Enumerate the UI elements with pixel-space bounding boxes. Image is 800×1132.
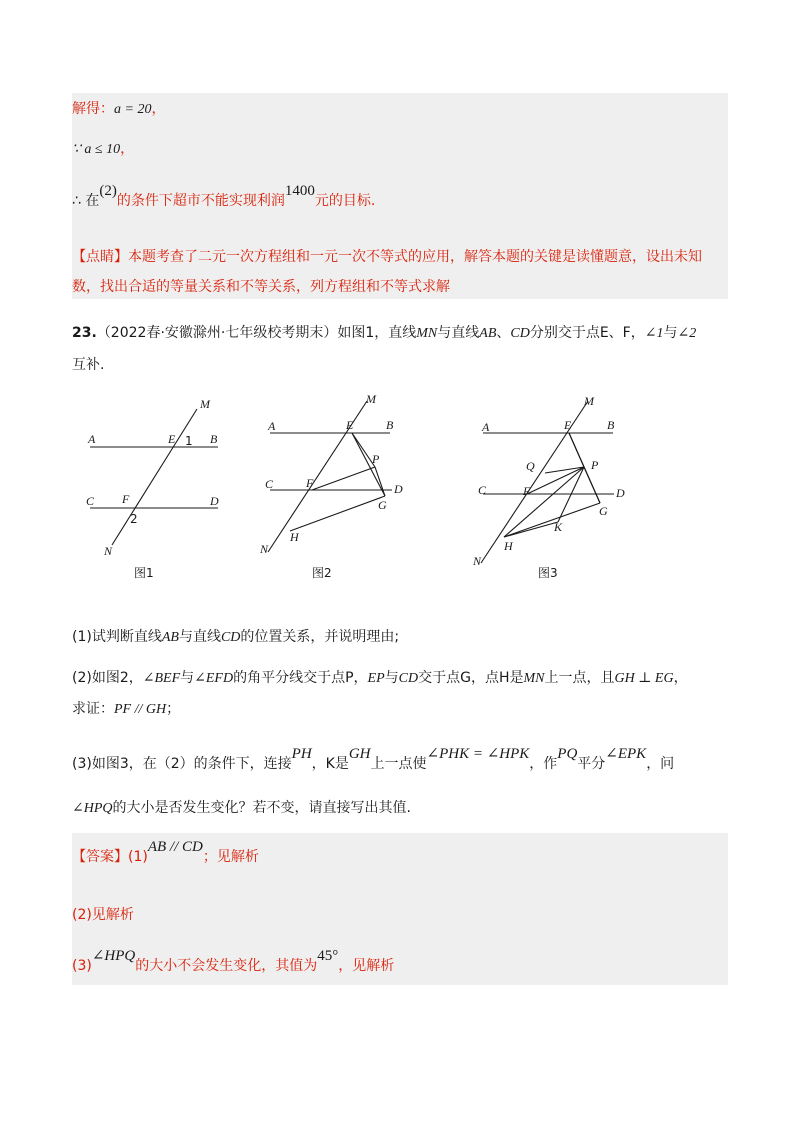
math: PQ — [557, 746, 578, 762]
svg-text:A: A — [482, 420, 490, 434]
svg-text:M: M — [584, 394, 594, 408]
punct: ， — [120, 141, 135, 157]
comment-text: 本题考查了二元一次方程组和一元一次不等式的应用，解答本题的关键是读懂题意，设出未知 — [128, 249, 702, 265]
svg-text:G: G — [599, 504, 608, 518]
math: AB // CD — [147, 839, 203, 855]
math: GH — [348, 746, 371, 762]
solution-line-2 — [72, 138, 134, 158]
condition-ref: (2) — [99, 183, 117, 199]
math: ∠EPK — [605, 746, 647, 762]
part-text: 的位置关系，并说明理由; — [240, 629, 400, 645]
part-3-cont — [72, 797, 411, 817]
math: ∠HPQ — [91, 948, 136, 964]
svg-text:E: E — [564, 418, 572, 432]
svg-text:1: 1 — [185, 434, 193, 448]
figure-3 — [472, 394, 625, 580]
stem-text: 、 — [496, 325, 511, 341]
svg-text:F: F — [122, 492, 130, 506]
stem-text: 分别交于点E、F， — [529, 325, 645, 341]
comment-text: 数，找出合适的等量关系和不等关系，列方程组和不等式求解 — [72, 279, 450, 295]
svg-text:D: D — [394, 482, 403, 496]
equation: a = 20 — [114, 102, 152, 117]
svg-text:P: P — [372, 452, 380, 466]
comment-line-2 — [72, 276, 450, 296]
svg-text:M: M — [366, 392, 376, 406]
svg-text:Q: Q — [526, 459, 535, 473]
part-text: 上一点使 — [370, 756, 427, 772]
part-3 — [72, 746, 675, 773]
therefore-text: ∴ 在 — [72, 193, 100, 209]
svg-text:C: C — [86, 494, 95, 508]
comment-label: 【点睛】 — [72, 249, 128, 265]
part-text: (1)试判断直线 — [72, 629, 162, 645]
question-source: （2022春·安徽滁州·七年级校考期末） — [96, 325, 338, 341]
part-text: 与直线 — [178, 629, 221, 645]
svg-text:2: 2 — [130, 512, 138, 526]
part-text: (2)如图2， — [72, 670, 143, 686]
profit-value: 1400 — [284, 183, 315, 199]
math: ∠EFD — [194, 671, 234, 686]
part-text: 的角平分线交于点P， — [233, 670, 368, 686]
fig1-caption: 图1 — [134, 566, 154, 580]
part-2 — [72, 667, 688, 687]
solution-line-3 — [72, 183, 376, 210]
svg-text:D: D — [616, 486, 625, 500]
part-text: 交于点G，点H是 — [418, 670, 524, 686]
svg-text:A: A — [268, 419, 276, 433]
svg-text:F: F — [306, 476, 314, 490]
math: CD — [510, 326, 530, 341]
conclusion-end: 元的目标. — [314, 193, 376, 209]
answer-text: ，见解析 — [338, 958, 395, 974]
answer-2 — [72, 904, 134, 924]
math: AB — [479, 326, 497, 341]
svg-text:M: M — [200, 397, 210, 411]
svg-text:K: K — [554, 520, 563, 534]
question-stem-cont — [72, 354, 104, 374]
math: MN — [416, 326, 438, 341]
angle-value: 45° — [317, 948, 339, 964]
part-text: 与 — [384, 670, 399, 686]
figures — [72, 385, 672, 590]
question-stem — [72, 322, 696, 342]
math: EP — [367, 671, 385, 686]
math: AB — [161, 630, 179, 645]
svg-text:G: G — [378, 498, 387, 512]
svg-text:B: B — [210, 432, 218, 446]
svg-text:B: B — [386, 418, 394, 432]
svg-text:A: A — [88, 432, 96, 446]
svg-text:C: C — [478, 483, 487, 497]
stem-text: 如图1，直线 — [337, 325, 417, 341]
part-text: 上一点，且 — [544, 670, 615, 686]
part-2-cont — [72, 698, 180, 718]
fig2-caption: 图2 — [312, 566, 332, 580]
svg-text:N: N — [260, 542, 269, 556]
part-text: ，问 — [646, 756, 675, 772]
question-number: 23. — [72, 325, 97, 341]
stem-text: 互补. — [72, 357, 105, 373]
part-text: ，K是 — [311, 756, 349, 772]
answer-text: (2)见解析 — [72, 907, 134, 923]
svg-text:D: D — [210, 494, 219, 508]
comment-line-1 — [72, 246, 702, 266]
svg-text:C: C — [265, 477, 274, 491]
svg-text:H: H — [504, 539, 513, 553]
svg-text:N: N — [473, 554, 482, 568]
answer-1 — [72, 839, 259, 866]
part-text: ； — [166, 701, 181, 717]
part-text: 的大小是否发生变化？若不变，请直接写出其值. — [112, 800, 411, 816]
math: ∠HPQ — [72, 801, 113, 816]
conclusion-text: 的条件下超市不能实现利润 — [116, 193, 285, 209]
answer-num: (3) — [72, 958, 92, 974]
answer-text: 的大小不会发生变化，其值为 — [135, 958, 318, 974]
svg-text:F: F — [523, 484, 531, 498]
figure-2 — [259, 392, 403, 580]
answer-num: (1) — [128, 849, 148, 865]
svg-text:E: E — [168, 432, 176, 446]
inequality: ∵ a ≤ 10 — [72, 142, 121, 157]
answer-text: ；见解析 — [202, 849, 259, 865]
math: ∠BEF — [142, 671, 181, 686]
stem-text: 与 — [663, 325, 678, 341]
part-text: 与 — [180, 670, 195, 686]
math: PF // GH — [114, 702, 167, 717]
math: ∠2 — [677, 326, 697, 341]
figure-1 — [86, 397, 219, 580]
svg-text:H: H — [290, 530, 299, 544]
svg-text:B: B — [607, 418, 615, 432]
solution-text: 解得： — [72, 101, 114, 117]
punct: ， — [151, 101, 166, 117]
math: CD — [398, 671, 419, 686]
part-text: 求证： — [72, 701, 114, 717]
svg-text:N: N — [104, 544, 113, 558]
part-1 — [72, 626, 399, 646]
svg-text:P: P — [591, 458, 599, 472]
part-text: ，作 — [529, 756, 558, 772]
math: ∠PHK = ∠HPK — [426, 746, 530, 762]
part-text: ， — [673, 670, 688, 686]
math: MN — [523, 671, 545, 686]
answer-3 — [72, 948, 395, 975]
math: PH — [291, 746, 312, 762]
part-text: 平分 — [577, 756, 606, 772]
solution-line-1 — [72, 98, 165, 118]
math: GH ⊥ EG — [614, 671, 674, 686]
stem-text: 与直线 — [437, 325, 480, 341]
part-text: (3)如图3，在（2）的条件下，连接 — [72, 756, 292, 772]
answer-label: 【答案】 — [72, 849, 128, 865]
fig3-caption: 图3 — [538, 566, 558, 580]
math: CD — [220, 630, 241, 645]
math: ∠1 — [644, 326, 664, 341]
svg-text:E: E — [346, 418, 354, 432]
